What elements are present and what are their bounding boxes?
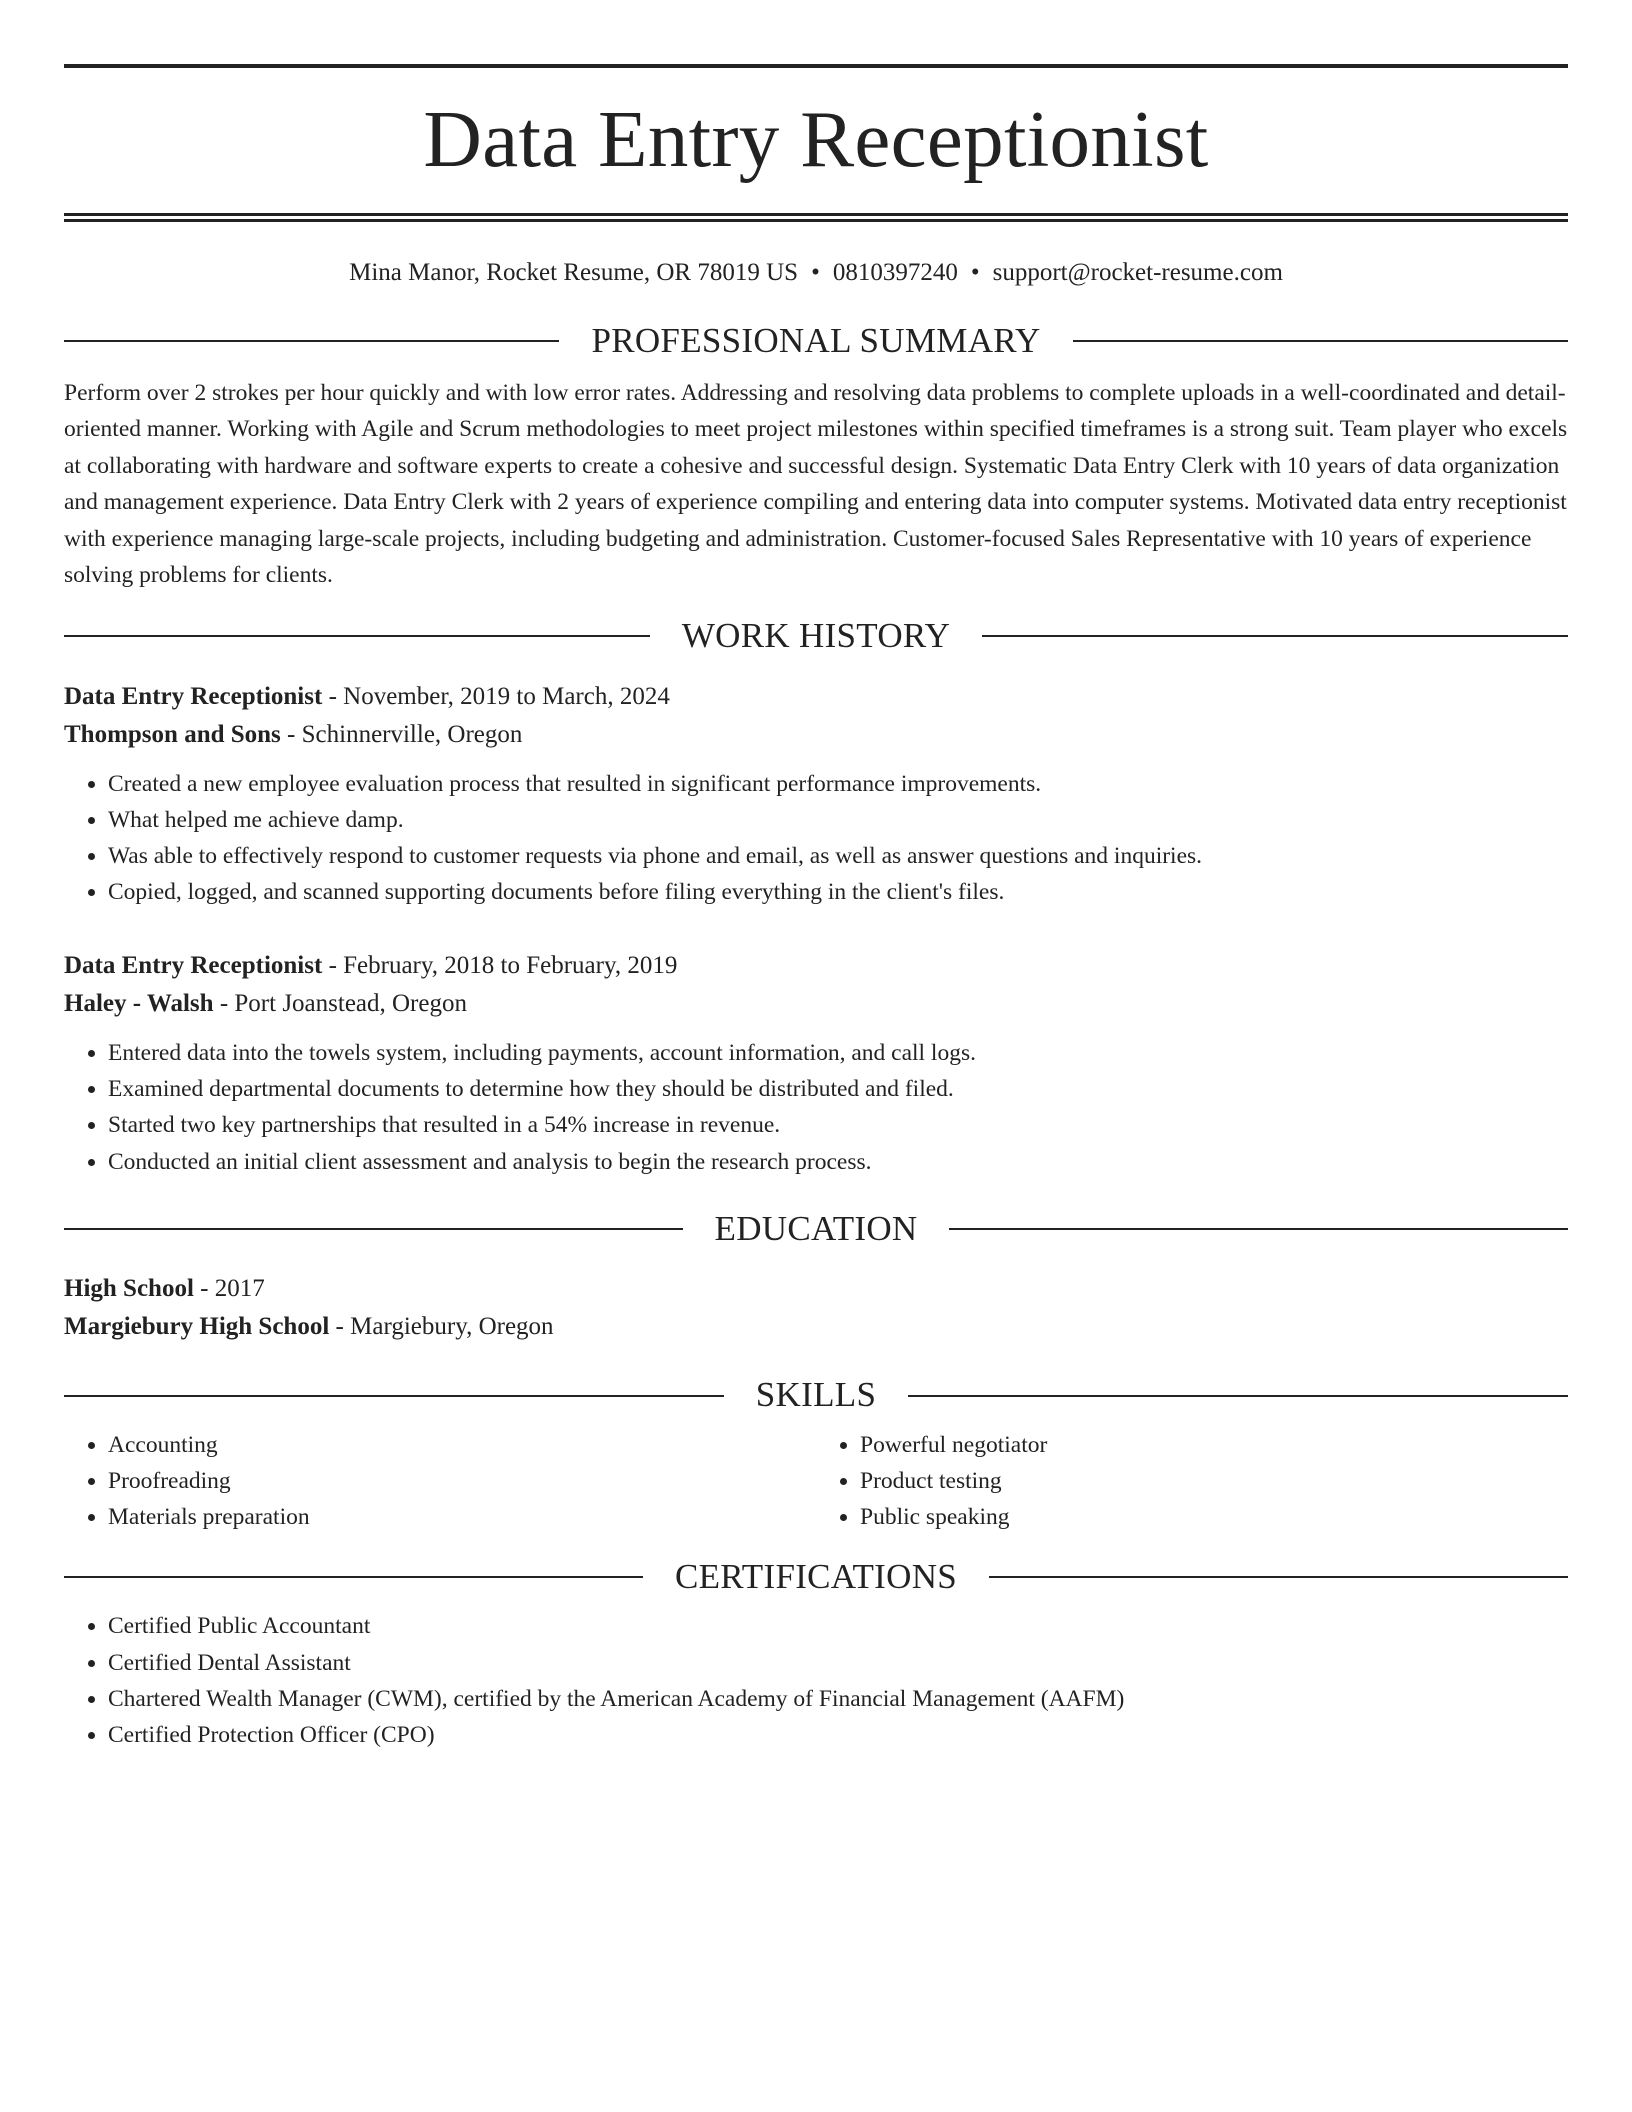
education-school-line: [64, 1308, 1568, 1346]
job-bullet: • Was able to effectively respond to customer requests via phone and email, as well as answer questions and inquiries.: [108, 838, 1568, 874]
summary-heading-label: PROFESSIONAL SUMMARY: [591, 321, 1041, 360]
skills-list-left: [64, 1427, 816, 1536]
job-entry: [64, 947, 1568, 1180]
skill-item: • Proofreading: [108, 1463, 816, 1499]
education-school: Margiebury High School: [64, 1313, 330, 1341]
job-bullet: • What helped me achieve damp.: [108, 802, 1568, 838]
job-bullet: • Conducted an initial client assessment and analysis to begin the research process.: [108, 1144, 1568, 1180]
certification-item: • Certified Dental Assistant: [108, 1645, 1568, 1681]
certification-item: • Certified Public Accountant: [108, 1608, 1568, 1644]
job-bullet: • Entered data into the towels system, including payments, account information, and call logs.: [108, 1035, 1568, 1071]
resume-title: Data Entry Receptionist: [423, 94, 1209, 184]
education-heading: [64, 1210, 1568, 1249]
job-company: Haley - Walsh: [64, 989, 214, 1017]
education-degree-line: [64, 1270, 1568, 1308]
job-bullets: [64, 766, 1568, 911]
job-company: Thompson and Sons: [64, 720, 281, 748]
skills-heading-label: SKILLS: [755, 1375, 877, 1415]
job-location: - Port Joanstead, Oregon: [213, 989, 467, 1017]
certification-item: • Chartered Wealth Manager (CWM), certified by the American Academy of Financial Management (AAFM): [108, 1681, 1568, 1717]
skill-item: • Product testing: [860, 1463, 1568, 1499]
contact-address: Mina Manor, Rocket Resume, OR 78019 US: [349, 259, 799, 286]
job-title: Data Entry Receptionist: [64, 951, 323, 979]
heading-rule-left: [64, 1395, 724, 1397]
heading-rule-right: [949, 1228, 1568, 1230]
heading-rule-right: [908, 1395, 1568, 1397]
job-company-line: [64, 716, 1568, 754]
certifications-list: [64, 1608, 1568, 1753]
skills-heading: [64, 1376, 1568, 1415]
job-bullet: • Created a new employee evaluation process that resulted in significant performance improvements.: [108, 766, 1568, 802]
job-company-line: [64, 985, 1568, 1023]
heading-rule-left: [64, 1576, 643, 1578]
contact-email: support@rocket-resume.com: [992, 259, 1283, 286]
job-location: - Schinnerville, Oregon: [280, 720, 523, 748]
work-history-heading-label: WORK HISTORY: [681, 616, 951, 655]
contact-separator: •: [811, 259, 820, 286]
contact-line: [64, 258, 1568, 288]
summary-text: Perform over 2 strokes per hour quickly and with low error rates. Addressing and resolving data problems to complete uploads in a well-coordinated and detail-oriented manner. Working with Agile and Scrum methodologies to meet project milestones within specified timeframes is a strong suit. Team player who excels at collaborating with hardware and software experts to create a cohesive and successful design. Systematic Data Entry Clerk with 10 years of data organization and management experience. Data Entry Clerk with 2 years of experience compiling and entering data into computer systems. Motivated data entry receptionist with experience managing large-scale projects, including budgeting and administration. Customer-focused Sales Representative with 10 years of experience solving problems for clients.: [64, 379, 1568, 588]
job-bullets: [64, 1035, 1568, 1180]
summary-heading: [64, 322, 1568, 361]
contact-separator: •: [970, 259, 980, 286]
job-dates: - February, 2018 to February, 2019: [322, 951, 678, 979]
job-title: Data Entry Receptionist: [64, 682, 323, 710]
job-bullet: • Examined departmental documents to determine how they should be distributed and filed.: [108, 1071, 1568, 1107]
skill-item: • Accounting: [108, 1427, 816, 1463]
heading-rule-left: [64, 340, 559, 342]
job-entry: [64, 678, 1568, 911]
title-double-rule: [64, 213, 1568, 222]
contact-phone: 0810397240: [832, 259, 958, 286]
skills-list-right: [816, 1427, 1568, 1536]
skill-item: • Materials preparation: [108, 1499, 816, 1535]
job-title-line: [64, 678, 1568, 716]
certifications-heading-label: CERTIFICATIONS: [674, 1556, 958, 1596]
heading-rule-right: [989, 1576, 1568, 1578]
resume-page: [64, 64, 1568, 1753]
certification-item: • Certified Protection Officer (CPO): [108, 1717, 1568, 1753]
heading-rule-left: [64, 635, 650, 637]
education-degree: High School: [64, 1275, 194, 1303]
job-bullet: • Started two key partnerships that resulted in a 54% increase in revenue.: [108, 1107, 1568, 1143]
skills-columns: [64, 1427, 1568, 1536]
job-title-line: [64, 947, 1568, 985]
heading-rule-right: [982, 635, 1568, 637]
skill-item: • Powerful negotiator: [860, 1427, 1568, 1463]
work-history-heading: [64, 617, 1568, 656]
skill-item: • Public speaking: [860, 1499, 1568, 1535]
heading-rule-right: [1073, 340, 1568, 342]
job-dates: - November, 2019 to March, 2024: [322, 682, 670, 710]
certifications-heading: [64, 1558, 1568, 1597]
heading-rule-left: [64, 1228, 683, 1230]
education-year: - 2017: [193, 1275, 265, 1303]
education-heading-label: EDUCATION: [714, 1208, 918, 1248]
education-entry: [64, 1270, 1568, 1346]
education-location: - Margiebury, Oregon: [329, 1313, 554, 1341]
job-bullet: • Copied, logged, and scanned supporting documents before filing everything in the client's files.: [108, 874, 1568, 910]
